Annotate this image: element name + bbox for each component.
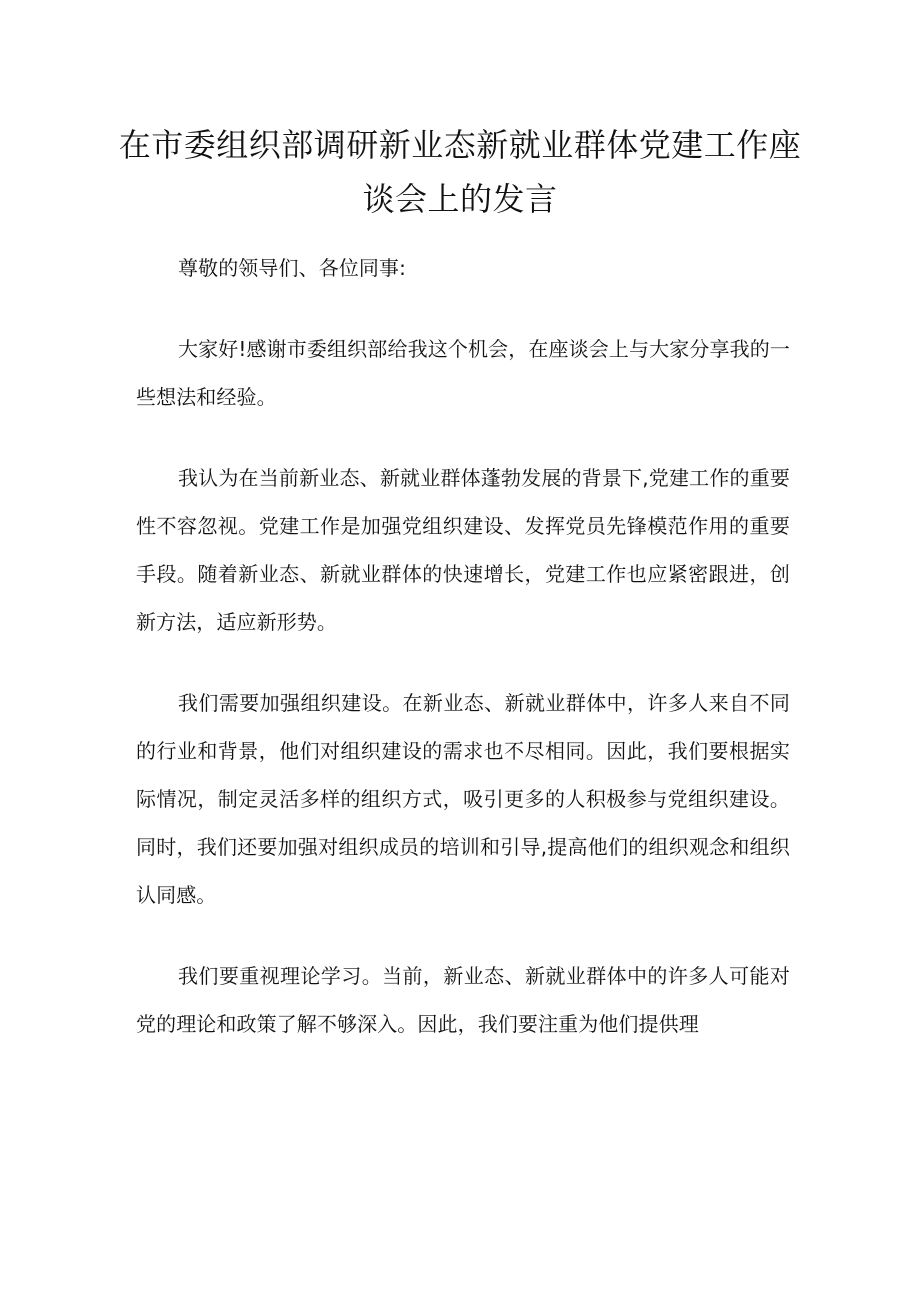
body-paragraph-party-building: 我认为在当前新业态、新就业群体蓬勃发展的背景下,党建工作的重要性不容忽视。党建工作是加强党组织建设、发挥党员先锋模范作用的重要手段。随着新业态、新就业群体的快速增长，党建工作也应紧密跟进，创新方法，适应新形势。 (136, 466, 790, 634)
document-body (136, 244, 790, 1081)
document-title: 在市委组织部调研新业态新就业群体党建工作座谈会上的发言 (118, 126, 802, 218)
salutation-paragraph: 尊敬的领导们、各位同事: (178, 256, 406, 280)
body-paragraph-organization: 我们需要加强组织建设。在新业态、新就业群体中，许多人来自不同的行业和背景，他们对组织建设的需求也不尽相同。因此，我们要根据实际情况，制定灵活多样的组织方式，吸引更多的人积极参与党组织建设。同时，我们还要加强对组织成员的培训和引导,提高他们的组织观念和组织认同感。 (136, 691, 790, 907)
body-paragraph-theory-study: 我们要重视理论学习。当前，新业态、新就业群体中的许多人可能对党的理论和政策了解不够深入。因此，我们要注重为他们提供理 (136, 964, 790, 1036)
greeting-paragraph: 大家好!感谢市委组织部给我这个机会，在座谈会上与大家分享我的一些想法和经验。 (136, 337, 790, 409)
